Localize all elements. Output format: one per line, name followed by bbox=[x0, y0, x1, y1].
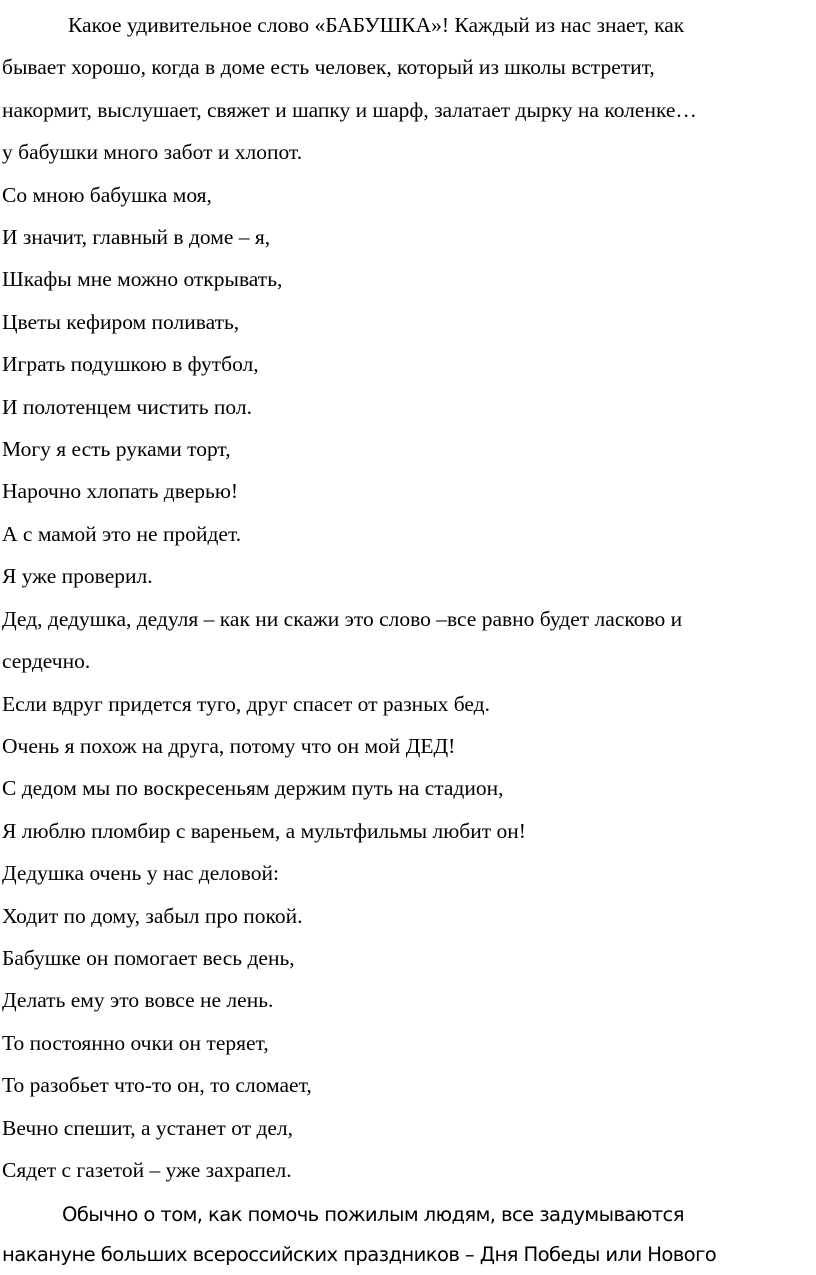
text-line: Бабушке он помогает весь день, bbox=[2, 945, 295, 970]
text-line: Ходит по дому, забыл про покой. bbox=[2, 903, 303, 928]
text-line: Шкафы мне можно открывать, bbox=[2, 267, 283, 292]
text-line: Дед, дедушка, дедуля – как ни скажи это слово –все равно будет ласково и bbox=[2, 606, 683, 631]
poem-text-block bbox=[2, 4, 816, 1191]
text-line: И значит, главный в доме – я, bbox=[2, 225, 271, 250]
text-line: у бабушки много забот и хлопот. bbox=[2, 140, 303, 165]
text-line: С дедом мы по воскресеньям держим путь на стадион, bbox=[2, 776, 504, 801]
text-line: Какое удивительное слово «БАБУШКА»! Каждый из нас знает, как bbox=[68, 13, 685, 37]
text-line: Вечно спешит, а устанет от дел, bbox=[2, 1115, 294, 1140]
text-line: Дедушка очень у нас деловой: bbox=[2, 861, 279, 886]
text-line: Очень я похож на друга, потому что он мой ДЕД! bbox=[2, 733, 456, 758]
text-line: И полотенцем чистить пол. bbox=[2, 394, 252, 419]
text-line: Играть подушкою в футбол, bbox=[2, 352, 259, 377]
text-line: накормит, выслушает, свяжет и шапку и шарф, залатает дырку на коленке… bbox=[2, 97, 697, 122]
text-line: сердечно. bbox=[2, 649, 91, 674]
text-line: Я люблю пломбир с вареньем, а мультфильмы любит он! bbox=[2, 818, 526, 843]
text-line: То постоянно очки он теряет, bbox=[2, 1030, 269, 1055]
text-line: накануне больших всероссийских праздников – Дня Победы или Нового bbox=[2, 1243, 717, 1267]
text-line: Если вдруг придется туго, друг спасет от разных бед. bbox=[2, 691, 490, 716]
text-line: Обычно о том, как помочь пожилым людям, все задумываются bbox=[62, 1203, 684, 1227]
text-line: Я уже проверил. bbox=[2, 564, 153, 589]
text-line: То разобьет что-то он, то сломает, bbox=[2, 1073, 312, 1098]
text-line: Могу я есть руками торт, bbox=[2, 437, 231, 462]
text-line: Делать ему это вовсе не лень. bbox=[2, 988, 274, 1013]
text-line: Со мною бабушка моя, bbox=[2, 182, 212, 207]
text-line: Сядет с газетой – уже захрапел. bbox=[2, 1157, 292, 1182]
text-line: А с мамой это не пройдет. bbox=[2, 521, 242, 546]
text-line: Цветы кефиром поливать, bbox=[2, 309, 240, 334]
closing-paragraph bbox=[2, 1195, 816, 1275]
text-line: бывает хорошо, когда в доме есть человек, который из школы встретит, bbox=[2, 55, 655, 80]
text-line: Нарочно хлопать дверью! bbox=[2, 479, 239, 504]
